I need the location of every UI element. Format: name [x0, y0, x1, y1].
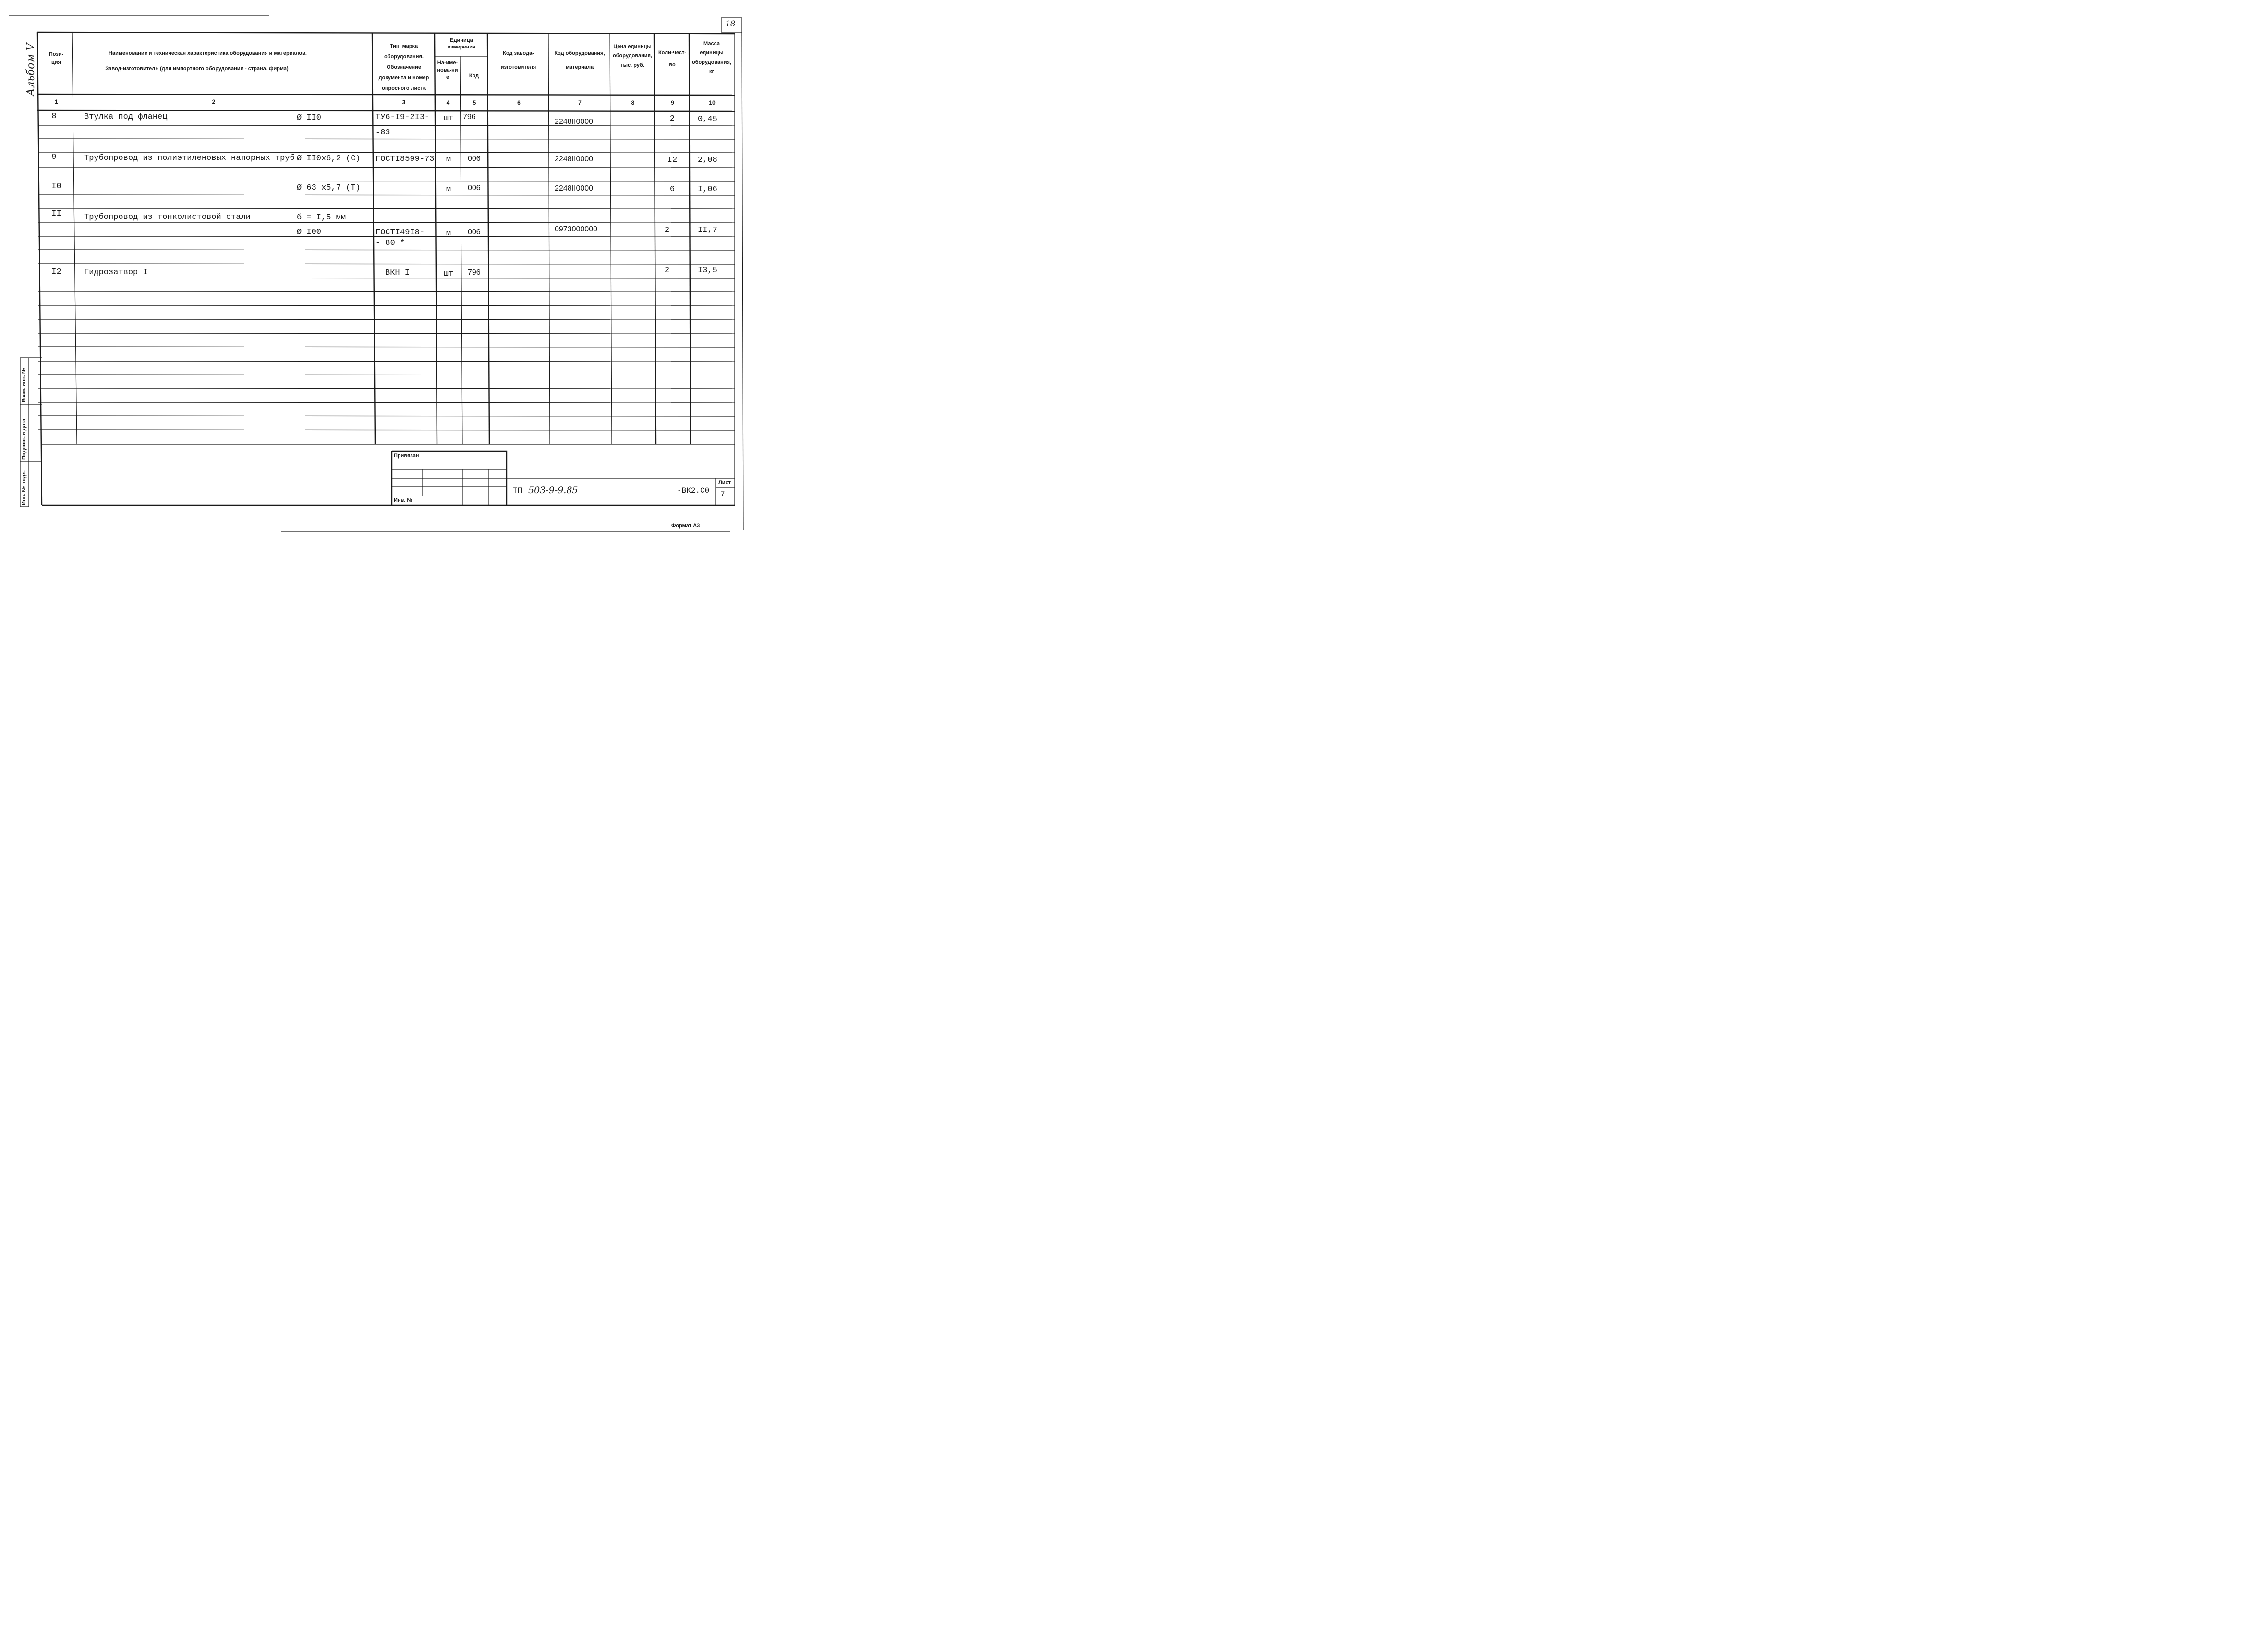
- stamp-vzam: Взам. инв. №: [21, 367, 27, 402]
- row-unit: м: [446, 229, 451, 238]
- title-privyazan: Привязан: [394, 453, 419, 459]
- row-mass: I3,5: [698, 266, 717, 275]
- row-position: II: [51, 209, 61, 218]
- row-quantity: 6: [669, 185, 675, 194]
- sheet-number: 18: [725, 19, 736, 29]
- row-size: Ø II0х6,2 (С): [297, 154, 361, 163]
- header-unit-name: На-име-нова-ние: [437, 60, 458, 80]
- row-size: б = I,5 мм: [297, 213, 346, 222]
- row-position: 8: [51, 112, 57, 121]
- header-unit-group: Единица измерения: [447, 37, 476, 50]
- column-number: 10: [709, 99, 716, 106]
- header-name-line2: Завод-изготовитель (для импортного оборудования - страна, фирма): [105, 66, 289, 72]
- row-name: Трубопровод из полиэтиленовых напорных труб: [84, 154, 295, 163]
- row-material-code: 0973000000: [555, 225, 597, 233]
- row-material-code: 2248II0000: [555, 184, 594, 193]
- row-name: Гидрозатвор I: [84, 268, 148, 277]
- header-quantity: Коли-чест-во: [658, 50, 687, 68]
- row-mass: 0,45: [698, 115, 717, 124]
- column-number: 5: [473, 99, 476, 106]
- row-doc: ГОСТI49I8-: [376, 228, 425, 237]
- row-unit: м: [446, 185, 451, 194]
- row-unit-code: 006: [468, 228, 481, 236]
- row-line: [38, 305, 735, 306]
- column-number: 6: [517, 99, 521, 106]
- row-unit-code: 796: [468, 268, 481, 277]
- column-number: 2: [212, 98, 216, 105]
- row-line: [38, 402, 735, 403]
- row-line: [38, 361, 735, 362]
- row-position: I2: [51, 267, 61, 277]
- row-doc: ВКН I: [385, 268, 410, 278]
- row-unit: шт: [443, 269, 454, 278]
- row-line: [38, 291, 735, 292]
- row-material-code: 2248II0000: [555, 155, 594, 163]
- header-position: Пози- ция: [49, 51, 64, 66]
- row-material-code: 2248II0000: [555, 118, 594, 126]
- row-position: I0: [51, 182, 61, 191]
- header-mass: Масса единицы оборудования, кг: [692, 41, 731, 74]
- header-type: Тип, марка оборудования. Обозначение документа и номер опросного листа: [378, 43, 429, 91]
- column-number: 4: [446, 99, 450, 106]
- drawing-sheet: [0, 0, 753, 546]
- row-position: 9: [51, 153, 57, 162]
- row-mass: 2,08: [698, 156, 717, 165]
- row-doc: ТУ6-I9-2I3-: [376, 113, 430, 122]
- title-list-number: 7: [720, 490, 725, 499]
- row-line: [38, 208, 735, 209]
- row-line: [38, 125, 735, 126]
- column-number: 7: [578, 99, 582, 106]
- row-quantity: I2: [667, 156, 678, 165]
- row-unit-code: 006: [468, 184, 481, 192]
- row-quantity: 2: [669, 114, 675, 123]
- row-unit-code: 006: [468, 155, 481, 163]
- row-line: [38, 167, 735, 168]
- row-name: Трубопровод из тонколистовой стали: [84, 213, 251, 222]
- header-price: Цена единицы оборудования, тыс. руб.: [613, 44, 652, 68]
- row-quantity: 2: [664, 226, 670, 235]
- row-line: [38, 222, 735, 223]
- row-unit: м: [446, 155, 451, 164]
- row-size: Ø II0: [297, 113, 322, 122]
- row-unit-code: 796: [463, 113, 476, 121]
- column-number: 9: [671, 99, 674, 106]
- row-doc: - 80 *: [376, 239, 405, 248]
- row-name: Втулка под фланец: [84, 112, 168, 121]
- row-quantity: 2: [664, 266, 670, 275]
- row-line: [38, 152, 735, 153]
- title-doc-number: 503-9-9.85: [528, 485, 578, 496]
- row-doc: -83: [376, 128, 390, 137]
- row-size: Ø 63 х5,7 (Т): [297, 183, 361, 193]
- stamp-podpis: Подпись и дата: [21, 418, 27, 460]
- row-mass: II,7: [698, 226, 717, 235]
- header-material-code: Код оборудования, материала: [554, 50, 605, 70]
- header-factory-code: Код завода-изготовителя: [500, 50, 536, 70]
- row-mass: I,06: [698, 185, 717, 194]
- column-number: 8: [631, 99, 635, 106]
- row-line: [38, 319, 735, 320]
- row-line: [38, 388, 735, 389]
- column-number: 1: [55, 98, 58, 105]
- album-label: Альбом V: [25, 43, 37, 96]
- format-label: Формат А3: [671, 523, 700, 529]
- row-doc: ГОСТI8599-73: [376, 155, 435, 164]
- title-doc-suffix: -ВК2.С0: [677, 486, 710, 495]
- title-list-label: Лист: [718, 480, 731, 485]
- stamp-inv: Инв. № подл.: [21, 470, 27, 505]
- row-unit: шт: [443, 114, 454, 123]
- row-size: Ø I00: [297, 228, 322, 237]
- title-inv-no: Инв. №: [394, 497, 413, 503]
- header-unit-code: Код: [469, 73, 479, 79]
- header-name-line1: Наименование и техническая характеристика оборудования и материалов.: [109, 50, 307, 56]
- row-line: [38, 333, 735, 334]
- column-number: 3: [402, 99, 406, 106]
- title-tp: ТП: [513, 486, 522, 495]
